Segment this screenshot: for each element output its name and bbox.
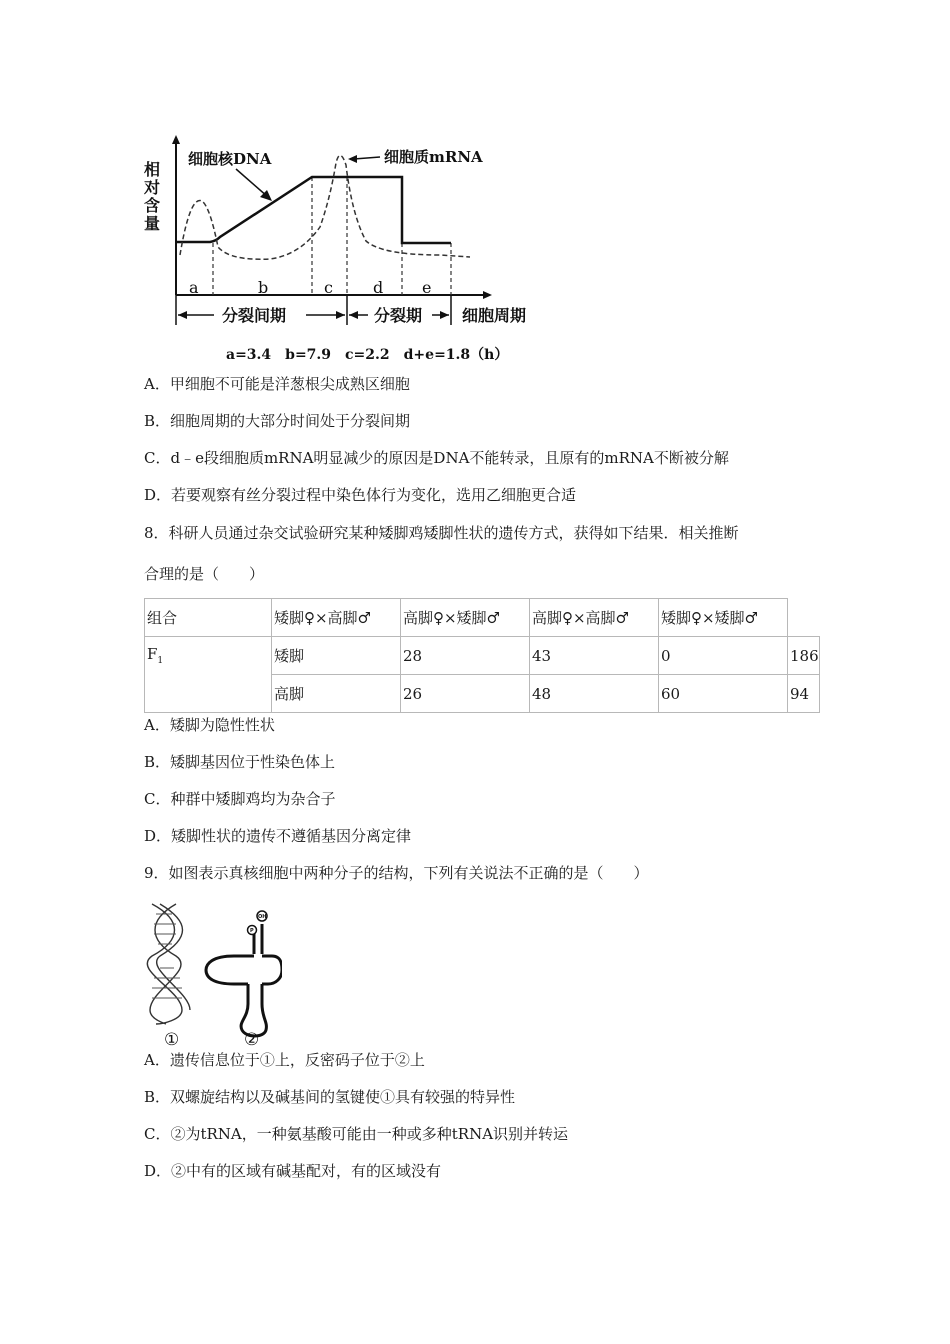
row-tall-cross-1: 26 <box>401 675 530 713</box>
q8-option-b: B．矮脚基因位于性染色体上 <box>144 753 336 771</box>
dna-label-pointer <box>236 169 268 197</box>
row-dwarf-label: 矮脚 <box>272 637 401 675</box>
figure-label-2: ② <box>244 1030 260 1048</box>
header-cross-1: 矮脚♀×高脚♂ <box>272 599 401 637</box>
cell-cycle-label: 细胞周期 <box>462 306 527 325</box>
row-dwarf-cross-1: 28 <box>401 637 530 675</box>
row-tall-cross-3: 60 <box>659 675 788 713</box>
q9-option-a: A．遗传信息位于①上，反密码子位于②上 <box>144 1051 425 1069</box>
q8-option-a: A．矮脚为隐性性状 <box>144 716 275 734</box>
q7-option-d: D．若要观察有丝分裂过程中染色体行为变化，选用乙细胞更合适 <box>144 486 577 504</box>
row-tall-cross-4: 94 <box>788 675 820 713</box>
trna-cloverleaf <box>206 924 282 1036</box>
row-dwarf-cross-4: 186 <box>788 637 820 675</box>
f1-cell <box>145 637 272 713</box>
segment-c-label: c <box>324 278 333 297</box>
mitosis-label: 分裂期 <box>374 306 423 325</box>
y-axis-label-2: 对 <box>144 178 161 197</box>
q8-option-d: D．矮脚性状的遗传不遵循基因分离定律 <box>144 827 412 845</box>
segment-b-label: b <box>258 278 269 297</box>
interphase-label: 分裂间期 <box>222 306 287 325</box>
segment-e-label: e <box>422 278 432 297</box>
q9-option-b: B．双螺旋结构以及碱基间的氢键使①具有较强的特异性 <box>144 1088 516 1106</box>
x-axis-arrow <box>483 291 492 299</box>
interphase-bracket-right-arrow <box>336 311 345 319</box>
figure-label-1: ① <box>164 1030 180 1048</box>
mrna-label: 细胞质mRNA <box>384 148 483 166</box>
q8-option-c: C．种群中矮脚鸡均为杂合子 <box>144 790 336 808</box>
header-group: 组合 <box>145 599 272 637</box>
trna-oh-label: OH <box>258 914 267 920</box>
cell-cycle-figure <box>140 135 550 365</box>
q7-option-b: B．细胞周期的大部分时间处于分裂间期 <box>144 412 411 430</box>
y-axis-label-1: 相 <box>144 160 161 179</box>
mitosis-bracket-right-arrow <box>440 311 449 319</box>
row-dwarf-cross-2: 43 <box>530 637 659 675</box>
q9-option-d: D．②中有的区域有碱基配对，有的区域没有 <box>144 1162 442 1180</box>
trna-p-label: P <box>250 928 254 934</box>
segment-d-label: d <box>373 278 384 297</box>
interphase-bracket-left-arrow <box>178 311 187 319</box>
table-row <box>145 637 820 675</box>
cross-results-table <box>144 598 820 713</box>
row-tall-cross-2: 48 <box>530 675 659 713</box>
f1-subscript: 1 <box>157 656 164 666</box>
dna-trna-figure <box>142 900 282 1048</box>
q7-option-c: C．d﹣e段细胞质mRNA明显减少的原因是DNA不能转录，且原有的mRNA不断被分解 <box>144 449 729 467</box>
f1-label: F <box>147 645 158 663</box>
row-dwarf-cross-3: 0 <box>659 637 788 675</box>
mrna-label-pointer <box>354 157 380 159</box>
mrna-label-arrowhead <box>348 155 357 163</box>
durations-caption: a=3.4 b=7.9 c=2.2 d+e=1.8（h） <box>226 347 509 363</box>
y-axis-arrow <box>172 135 180 144</box>
q8-stem-line2: 合理的是（ ） <box>144 565 265 583</box>
row-tall-label: 高脚 <box>272 675 401 713</box>
y-axis-label-4: 量 <box>144 214 161 233</box>
dna-base-pairs <box>152 914 182 998</box>
header-cross-4: 矮脚♀×矮脚♂ <box>659 599 788 637</box>
segment-a-label: a <box>189 278 199 297</box>
q9-option-c: C．②为tRNA，一种氨基酸可能由一种或多种tRNA识别并转运 <box>144 1125 569 1143</box>
mitosis-bracket-left-arrow <box>349 311 358 319</box>
header-cross-3: 高脚♀×高脚♂ <box>530 599 659 637</box>
dna-label: 细胞核DNA <box>188 150 272 168</box>
q7-option-a: A．甲细胞不可能是洋葱根尖成熟区细胞 <box>144 375 410 393</box>
header-cross-2: 高脚♀×矮脚♂ <box>401 599 530 637</box>
dna-helix <box>147 904 190 1024</box>
q9-stem: 9．如图表示真核细胞中两种分子的结构，下列有关说法不正确的是（ ） <box>144 864 649 882</box>
q8-stem-line1: 8．科研人员通过杂交试验研究某种矮脚鸡矮脚性状的遗传方式，获得如下结果．相关推断 <box>144 524 739 542</box>
dna-curve <box>177 177 451 243</box>
table-header-row <box>145 599 820 637</box>
y-axis-label-3: 含 <box>144 196 161 215</box>
header-empty <box>788 599 820 637</box>
